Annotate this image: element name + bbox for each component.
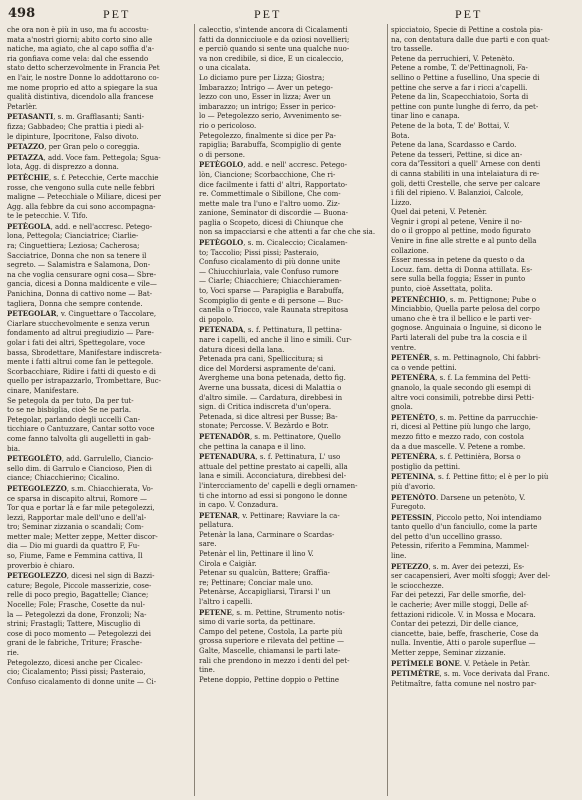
- text-line: collazione.: [391, 246, 429, 255]
- text-line: Confuso cicalamento di più donne unite: [199, 258, 341, 267]
- headword: PETEGOLÈTO: [7, 454, 62, 464]
- text-line: non sa impacciarsi e che attenti a far che che sia.: [199, 228, 376, 237]
- text-line: cinare, Manifestare.: [7, 386, 79, 395]
- text-line: rali che prendono in mezzo i denti del pet-: [199, 656, 350, 665]
- text-line: cose di poco momento — Petegolezzi dei: [7, 629, 151, 638]
- text-line: line.: [391, 552, 407, 561]
- running-head-center: PET: [254, 7, 282, 21]
- text-line: Petarlèr.: [7, 102, 38, 111]
- text-line: Petene a rombe, T. de'Pettinagnoli, Fa-: [391, 64, 528, 73]
- text-line: ca o vende pettini.: [391, 363, 457, 372]
- text-line: PETENÈRA, s. f. Pettinièra, Borsa o: [391, 452, 521, 462]
- text-line: strini; Frastagli; Tattere, Miscuglio di: [7, 620, 141, 629]
- headword: PETÈGOLO: [199, 238, 244, 248]
- headword: PETENÈCHIO: [391, 294, 446, 304]
- text-line: tro tasselle.: [391, 45, 433, 54]
- text-line: i fili del ripieno. V. Balanzioi, Calcole,: [391, 189, 524, 198]
- text-line: ticchiare o Cantuzzare, Cantar sotto voce: [7, 425, 155, 434]
- text-line: o di persone.: [199, 150, 246, 159]
- text-line: sellino o Pettine a fusellino, Una specie di: [391, 73, 540, 82]
- text-line: PETEGOLEZZO, s.m. Chiacchierata, Vo-: [7, 483, 154, 493]
- text-line: cora da'Tessitori a quell' Arnese con denti: [391, 160, 541, 169]
- text-line: — Ciarle; Chiacchiere; Chiacchieramen-: [199, 277, 342, 286]
- headword: PETENÈRA: [391, 452, 436, 462]
- text-line: gnola.: [391, 403, 413, 412]
- page-header: [0, 6, 582, 24]
- text-line: zanione, Seminator di discordie — Buona-: [199, 209, 348, 218]
- text-line: gancia, dicesi a Donna maldicente e vile—: [7, 280, 157, 289]
- headword: PETÈGOLA: [7, 221, 51, 231]
- text-line: Contar dei petezzi, Dir delle ciance,: [391, 620, 519, 629]
- text-line: grani de le fabriche, Triture; Frasche-: [7, 639, 142, 648]
- headword: PETASANTI: [7, 112, 54, 122]
- text-line: stonate; Percosse. V. Bezàrdo e Botr.: [199, 422, 329, 431]
- text-line: Far dei petezzi, Far delle smorfie, del-: [391, 591, 526, 600]
- text-line: calecctio, s'intende ancora di Cicalamenti: [199, 26, 348, 34]
- text-line: rie.: [7, 649, 19, 657]
- text-line: attuale del pettine prestato ai capelli, alla: [199, 462, 348, 471]
- text-line: Petene de la bota, T. de' Bottai, V.: [391, 121, 510, 130]
- text-line: gognose. Anguinaia o Inguine, si dicono le: [391, 324, 542, 333]
- text-line: stato detto scherzevolmente in Francia Pet: [7, 64, 160, 73]
- text-line: me nome proprio ed atto a spiegare la sua: [7, 83, 158, 92]
- text-line: in capo. V. Conzadura.: [199, 501, 279, 510]
- text-line: Campo del petene, Costola, La parte più: [199, 627, 343, 636]
- text-line: l'intercciamento de' capelli e degli ornamen-: [199, 481, 358, 490]
- text-line: Tor qua e portar là e far mile petegolezzi,: [7, 504, 155, 513]
- text-line: Avergheme una bona petenada, detto fig.: [199, 374, 346, 383]
- text-line: mata a'nostri giorni; abito corto sino alle: [7, 35, 153, 44]
- text-line: Agg. alla febbre da cui sono accompagna-: [7, 202, 156, 211]
- running-head-right: PET: [455, 7, 483, 21]
- text-line: lo — Petegolezzo serio, Avvenimento se-: [199, 112, 342, 121]
- text-line: pettine che serve a far i ricci a'capelli.: [391, 83, 528, 92]
- text-line: punto, cioè Assettata, polita.: [391, 285, 493, 294]
- text-line: la — Petegolezzi da done, Fronzoli; Na-: [7, 610, 147, 619]
- text-line: canella o Triocco, vale Raunata strepitosa: [199, 306, 349, 315]
- text-line: ria gonfiava come vela: dal che essendo: [7, 54, 149, 63]
- text-line: proverbio è chiaro.: [7, 561, 75, 570]
- text-line: PETAZZA, add. Voce fam. Pettegola; Sgua-: [7, 152, 161, 162]
- headword: PETEGOLEZZO: [7, 571, 67, 581]
- text-line: paglia o Scopeto, dicesi di Chiunque che: [199, 218, 344, 227]
- headword: PETÈCHIE: [7, 172, 49, 182]
- text-line: Nocelle; Fole; Frasche, Cosette da nul-: [7, 601, 146, 610]
- text-line: Se petegola da per tuto, Da per tut-: [7, 396, 134, 405]
- headword: PETENINA: [391, 472, 434, 482]
- text-line: spicciatoio, Specie di Pettine a costola pia-: [391, 26, 543, 34]
- text-line: tanto quello d'un fanciullo, come la parte: [391, 523, 538, 532]
- text-line: le dipinture, Ipocritone, Falso divoto.: [7, 132, 139, 141]
- text-line: to; Taccolio; Pissi pissi; Pasteraio,: [199, 248, 319, 257]
- text-line: PETENINA, s. f. Pettine fitto; el è per lo più: [391, 472, 549, 482]
- text-line: rosse, che vengono sulla cute nelle febbri: [7, 183, 155, 192]
- text-line: to, Voci sparse — Parapiglia e Barabuffa,: [199, 287, 344, 296]
- text-line: PETENE, s. m. Pettine, Strumento notis-: [199, 607, 345, 617]
- text-line: metter male; Metter zeppe, Metter discor-: [7, 532, 158, 541]
- text-line: Quel dai peteni, V. Petenèr.: [391, 208, 487, 217]
- text-line: fondamento ad altrui pregiudizio — Pare-: [7, 329, 154, 338]
- text-line: Petenàrse, Accapigliarsi, Tirarsi l' un: [199, 588, 331, 597]
- text-line: dia — Dio mi guardi da quattro F, Fu-: [7, 542, 140, 551]
- text-line: ciancette, baie, beffe, frascherie, Cose da: [391, 629, 539, 638]
- column-rule: [387, 24, 388, 796]
- text-line: en l'air, le nostre Donne lo addottarono co-: [7, 73, 159, 82]
- text-line: Venire in fine alle strette e al punto della: [391, 237, 537, 246]
- text-line: Petene doppio, Pettine doppio o Pettine: [199, 675, 340, 684]
- text-line: da a due mascelle. V. Petene a rombe.: [391, 442, 526, 451]
- text-line: nare i capelli, ed anche il lino e simili. Cur-: [199, 336, 352, 344]
- text-line: tinar lino e canapa.: [391, 112, 460, 121]
- text-line: Furegoto.: [391, 503, 426, 512]
- text-line: PETENADURA, s. f. Pettinatura, L' uso: [199, 452, 341, 462]
- text-line: come fanno talvolta gli augelletti in gab-: [7, 434, 151, 443]
- headword: PETÌMELE BONE: [391, 658, 460, 668]
- text-line: te le petecchie. V. Tifo.: [7, 212, 88, 221]
- text-line: Petene da lin, Scapecchiatoio, Sorta di: [391, 93, 529, 102]
- text-line: PETENÈTO, s. m. Pettine da parrucchie-: [391, 412, 538, 422]
- text-line: na, con dentatura dalle due parti e con quat-: [391, 35, 550, 44]
- headword: PETIMÈTRE: [391, 669, 440, 679]
- text-line: quello per istrapazzarlo, Trombettare, Buc-: [7, 377, 162, 386]
- text-line: simo di varie sorta, da pettinare.: [199, 618, 316, 627]
- text-line: umano che è tra il bellico e le parti ver-: [391, 314, 532, 323]
- text-line: fatti da donnicciuole e da oziosi novellieri;: [199, 35, 350, 44]
- text-line: del petto d'un uccellino grasso.: [391, 532, 503, 541]
- text-line: lezzi, Rapportar male dell'uno e dell'al-: [7, 513, 147, 522]
- text-line: tagliera, Donna che sempre contende.: [7, 299, 143, 308]
- text-line: ce sparsa in discapito altrui, Romore —: [7, 494, 148, 503]
- text-line: Petenada, si dice altresi per Busse; Ba-: [199, 412, 338, 421]
- text-line: di popolo.: [199, 315, 234, 324]
- text-line: ventre.: [391, 343, 417, 352]
- text-line: lezzo con uno, Esser in lizza; Aver un: [199, 93, 331, 102]
- text-line: goli, detti Crestelle, che serve per calcare: [391, 179, 541, 188]
- text-line: mette male tra l'uno e l'altro uomo. Ziz-: [199, 199, 340, 208]
- headword: PETEGOLAR: [7, 309, 57, 319]
- headword: PETAZZO: [7, 142, 45, 152]
- text-line: dice del Mordersi aspramente de'cani.: [199, 364, 336, 373]
- headword: PETEGOLEZZO: [7, 483, 67, 493]
- text-line: sere sulla bella foggia; Esser in punto: [391, 275, 526, 284]
- text-line: Petene da tesseri, Pettine, si dice an-: [391, 150, 523, 159]
- text-line: PETAZZO, per Gran pelo o coreggia.: [7, 142, 140, 152]
- text-line: grossa superiore e rilevata del pettine —: [199, 637, 344, 646]
- text-line: Ciarlare stucchevolmente e senza verun: [7, 319, 150, 328]
- text-line: bia.: [7, 444, 21, 453]
- text-line: le sciocchezze.: [391, 581, 444, 590]
- headword: PETENÈTO: [391, 412, 436, 422]
- text-line: dice facilmente i fatti d' altri, Rapportato-: [199, 180, 348, 189]
- text-line: Petitmaître, fatta comune nel nostro par-: [391, 679, 537, 688]
- text-line: ciance; Chiacchierino; Cicalino.: [7, 474, 120, 483]
- text-line: imbarazzo; un intrigo; Esser in perico-: [199, 102, 336, 111]
- text-line: e perciò quando si sente una qualche nuo-: [199, 45, 350, 54]
- text-line: PETEGOLAR, v. Cinguettare o Taccolare,: [7, 309, 157, 319]
- text-line: Panichina, Donna di cattivo nome — Bat-: [7, 290, 153, 299]
- text-line: PETENADA, s. f. Pettinatura, Il pettina-: [199, 325, 342, 335]
- text-line: — Chiucchiurlaia, vale Confuso rumore: [199, 267, 339, 276]
- text-line: re; Pettinare; Conciar male uno.: [199, 578, 313, 587]
- text-line: Petenada pra cani, Spelliccitura; si: [199, 355, 324, 364]
- headword: PETENÒTO: [391, 492, 436, 502]
- text-line: Metter zeppe, Seminar zizzanie.: [391, 649, 506, 657]
- text-line: lòn, Ciancione; Scorbacchione, Che ri-: [199, 170, 336, 179]
- headword: PETÈGOLO: [199, 160, 244, 170]
- column-right: [391, 26, 577, 796]
- text-line: PETEZZO, s. m. Aver dei petezzi, Es-: [391, 561, 525, 571]
- text-line: Sacciatrice, Donna che non sa tenere il: [7, 251, 147, 260]
- text-line: PETÈGOLO, s. m. Cicaleccio; Cicalamen-: [199, 238, 348, 248]
- text-line: fizza; Gabbadeo; Che prattia i piedi al-: [7, 122, 144, 131]
- text-line: PETIMÈTRE, s. m. Voce derivata dal Franc.: [391, 669, 550, 679]
- text-line: ra; Cinguettiera; Leziosa; Cacherosa;: [7, 242, 140, 251]
- text-line: do o il groppo al pettine, modo figurato: [391, 227, 531, 236]
- text-line: ser cacapensieri, Aver molti sfoggi; Aver del-: [391, 572, 551, 581]
- text-line: Esser messa in petene da questo o da: [391, 256, 525, 265]
- text-line: PETÈGOLO, add. e nell' accresc. Petego-: [199, 160, 347, 170]
- column-left: [7, 26, 190, 796]
- text-line: PETASANTI, s. m. Grafflasanti; Santi-: [7, 112, 145, 122]
- text-line: na che voglia censurare ogni cosa— Sbre-: [7, 270, 157, 279]
- headword: PETEZZO: [391, 561, 429, 571]
- text-line: Parti laterali del pube tra la coscia e il: [391, 334, 528, 342]
- text-line: rapiglia; Barabuffa, Scompiglio di gente: [199, 141, 342, 150]
- text-line: mente i fatti altrui come fan le pettegole.: [7, 358, 154, 367]
- text-line: to se ne bisbiglia, cioè Se ne parla.: [7, 406, 132, 415]
- text-line: Bota.: [391, 131, 410, 140]
- text-line: lota, Agg. di disprezzo a donna.: [7, 163, 119, 172]
- text-line: Lizzo.: [391, 198, 412, 207]
- running-head-left: PET: [103, 7, 131, 21]
- text-line: PETEGOLÈTO, add. Garrulello, Ciancio-: [7, 454, 154, 464]
- text-line: re. Commettimale o Sibillone, Che com-: [199, 190, 341, 199]
- text-line: sare.: [199, 540, 217, 549]
- text-line: rio o pericoloso.: [199, 121, 257, 130]
- headword: PETAZZA: [7, 152, 44, 162]
- text-line: o una cicalata.: [199, 64, 251, 73]
- text-line: PETENAR, v. Pettinare; Ravviare la ca-: [199, 510, 340, 520]
- text-line: Petegolezzo, dicesi anche per Cicalec-: [7, 658, 143, 667]
- text-line: Petene da lana, Scardasso e Cardo.: [391, 141, 517, 150]
- headword: PETENAR: [199, 510, 238, 520]
- text-line: PETENÒTO. Darsene un petenòto, V.: [391, 492, 526, 502]
- text-line: sello dim. di Garrulo e Ciancioso, Pien di: [7, 464, 152, 473]
- text-line: nulla. Inventie, Atti o parole superflue —: [391, 639, 536, 648]
- text-line: PETENÈRA, s. f. La femmina del Petti-: [391, 373, 531, 383]
- text-line: bassa, Sbrodettare, Manifestare indiscreta-: [7, 348, 162, 357]
- text-line: golar i fati dei altri, Spettegolare, voce: [7, 339, 145, 347]
- headword: PETENADURA: [199, 452, 256, 462]
- text-line: PETENÈR, s. m. Pettinagnolo, Chi fabbri-: [391, 353, 541, 363]
- text-line: Scorbacchiare, Ridire i fatti di questo e di: [7, 367, 156, 376]
- text-line: tro; Seminar zizzania o scandali; Com-: [7, 523, 144, 532]
- text-line: Galte, Mascelle, chiamansi le parti late-: [199, 647, 341, 655]
- text-line: Confuso cicalamento di donne unite — Ci-: [7, 677, 157, 686]
- text-line: ri, dicesi al Pettine più lungo che largo,: [391, 423, 531, 432]
- text-line: PETÈGOLA, add. e nell'accresc. Petego-: [7, 221, 153, 231]
- text-line: natiche, ma agiato, che al capo soffia d'a-: [7, 45, 155, 54]
- headword: PETENADÒR: [199, 431, 250, 441]
- text-line: Petegolar, parlando degli uccelli Can-: [7, 415, 141, 424]
- text-line: postiglio da pettini.: [391, 462, 461, 471]
- text-line: Locuz. fam. detta di Donna attillata. Es-: [391, 265, 533, 274]
- page-number: 498: [8, 6, 36, 21]
- headword: PETENÈR: [391, 353, 430, 363]
- text-line: pettine con punte lunghe di ferro, da pet-: [391, 102, 539, 111]
- column-center: [199, 26, 383, 796]
- headword: PETENADA: [199, 325, 244, 335]
- headword: PETENÈRA: [391, 373, 436, 383]
- text-line: sign. di Critica indiscreta d'un'opera.: [199, 403, 332, 412]
- text-line: Petenàr el lin, Pettinare il lino V.: [199, 550, 314, 559]
- text-line: Petegolezzo, finalmente si dice per Pa-: [199, 131, 336, 140]
- text-line: PETENÈCHIO, s. m. Pettignone; Pube o: [391, 294, 537, 304]
- text-line: l'altro i capelli.: [199, 598, 253, 607]
- text-line: Vegnir i gropi al petene, Venire il no-: [391, 217, 522, 226]
- text-line: PETÌMELE BONE. V. Petàele in Petàr.: [391, 658, 531, 668]
- text-line: PETÈCHIE, s. f. Petecchie, Certe macchie: [7, 172, 159, 182]
- text-line: relle di poco pregio, Bagattelle; Ciance;: [7, 591, 149, 600]
- text-line: datura dicesi della lana.: [199, 345, 285, 354]
- text-line: Cirola e Caigiàr.: [199, 559, 257, 568]
- text-line: Petessin, riferito a Femmina, Mammel-: [391, 542, 530, 551]
- text-line: altre voci consimili, potrebbe dirsi Petti-: [391, 393, 534, 402]
- text-line: gnanolo, la quale secondo gli esempi di: [391, 383, 531, 392]
- text-line: d'altro simile. — Cardatura, direbbesi in: [199, 393, 343, 402]
- text-line: Scompiglio di gente e di persone — Buc-: [199, 296, 344, 305]
- headword: PETESSIN: [391, 512, 432, 522]
- text-line: lana e simili. Acconciatura, direbbesi del-: [199, 472, 347, 481]
- text-line: Minciabbio, Quella parte pelosa del corpo: [391, 305, 540, 314]
- text-line: tine.: [199, 666, 215, 675]
- text-line: cio; Cicalamento; Pissi pissi; Pasteraio,: [7, 668, 146, 677]
- text-line: pellatura.: [199, 521, 234, 530]
- text-line: Lo diciamo pure per Lizza; Giostra;: [199, 73, 325, 82]
- text-line: Imbarazzo; Intrigo — Aver un petego-: [199, 83, 333, 92]
- text-line: Petenar su qualcùn, Battere; Graffia-: [199, 569, 330, 578]
- text-line: PETENADÒR, s. m. Pettinatore, Quello: [199, 431, 341, 441]
- text-line: qualità distintiva, dicendolo alla francese: [7, 93, 154, 102]
- text-line: so, Fiume, Fame e Femmina cattiva, Il: [7, 552, 143, 561]
- text-line: di canna stabiliti in una intelaiatura di re-: [391, 169, 540, 178]
- text-line: ti che intorno ad essi si pongono le donne: [199, 491, 348, 500]
- text-line: Averne una bussata, dicesi di Malattia o: [199, 383, 342, 392]
- text-line: mezzo fitto e mezzo rado, con costola: [391, 432, 524, 441]
- text-line: più d'avorio.: [391, 482, 436, 491]
- headword: PETENE: [199, 607, 232, 617]
- text-line: Petene da perruchieri, V. Petenèto.: [391, 54, 515, 63]
- text-line: PETESSIN, Piccolo petto, Noi intendiamo: [391, 512, 542, 522]
- column-rule: [194, 24, 195, 796]
- text-line: lona, Pettegola; Cianciatrice; Ciarlie-: [7, 232, 139, 241]
- text-line: Petenàr la lana, Carminare o Scardas-: [199, 530, 335, 539]
- text-line: che ora non è più in uso, ma fu accostu-: [7, 26, 149, 34]
- text-line: fettazioni ridicole. V. in Mossa e Mocara.: [391, 610, 536, 619]
- text-line: PETEGOLEZZO, dicesi nel sign di Bazzi-: [7, 571, 155, 581]
- text-line: segreto. — Salamistra e Salamona, Don-: [7, 261, 151, 270]
- text-line: cature; Begole, Piccole masserizie, cose-: [7, 581, 152, 590]
- text-line: va non credibile, si dice, È un cicaleccio,: [199, 54, 344, 63]
- text-line: che pettina la canapa e il lino.: [199, 442, 306, 451]
- text-line: maligne — Petecchiale o Miliare, dicesi per: [7, 193, 161, 202]
- text-line: le cacherie; Aver mille stoggi, Delle af-: [391, 601, 529, 610]
